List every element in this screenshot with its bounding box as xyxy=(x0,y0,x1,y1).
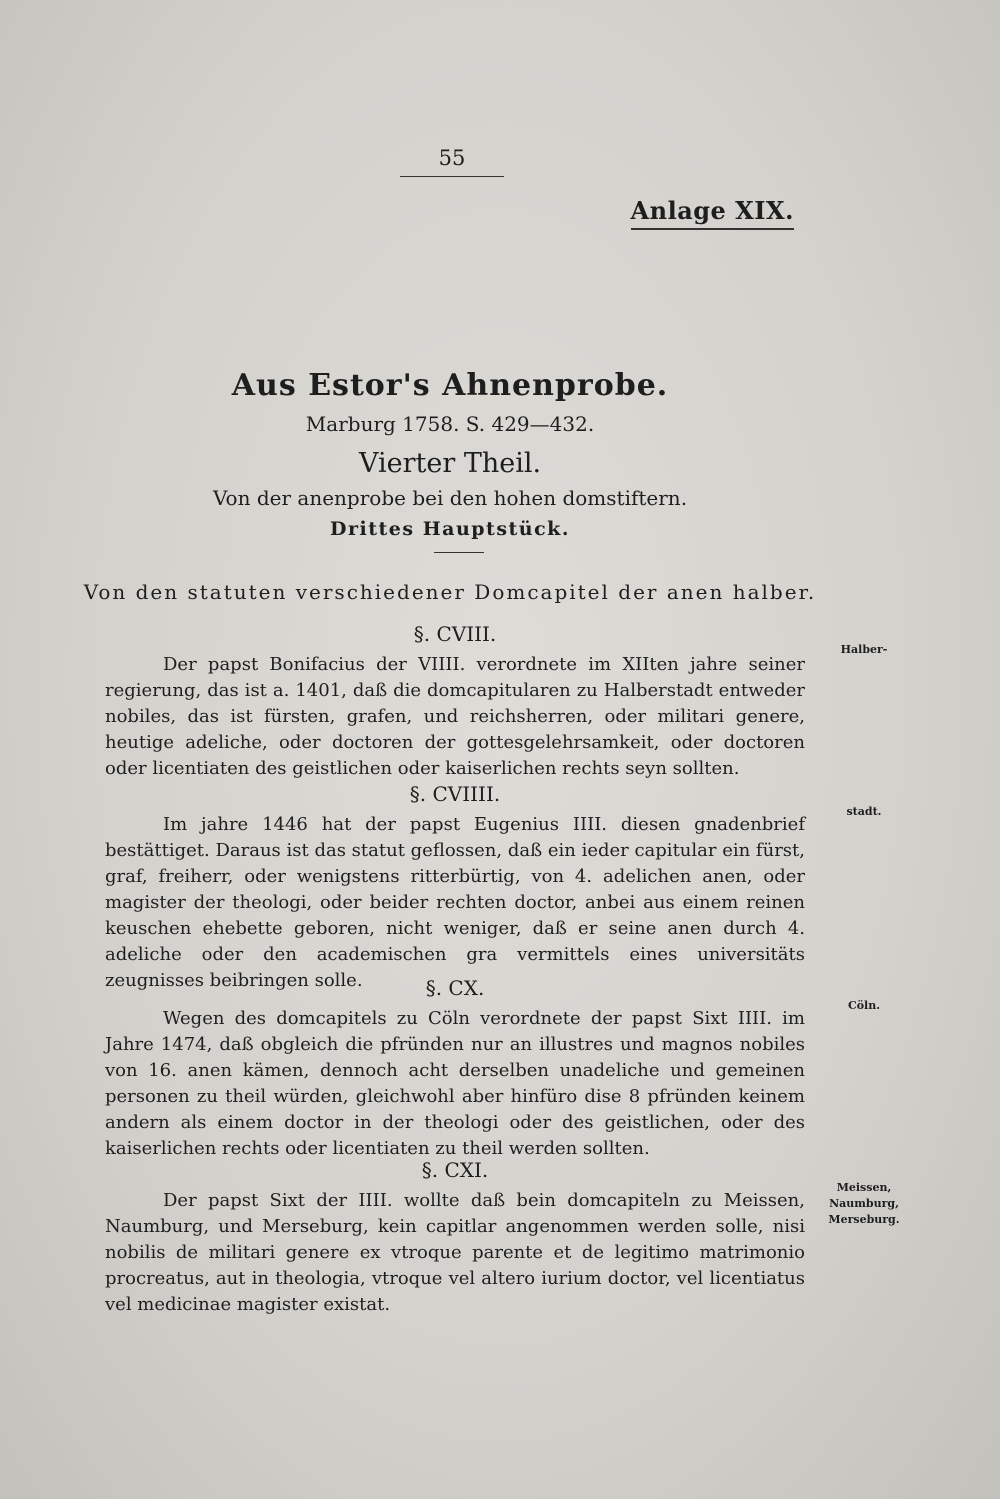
section-cxi xyxy=(105,1158,805,1318)
section-cviiii xyxy=(105,782,805,994)
margin-note-meissen: Meissen, Naumburg, Merseburg. xyxy=(828,1181,900,1226)
section-number: §. CXI. xyxy=(421,1158,489,1182)
margin-note-coeln: Cöln. xyxy=(847,999,881,1012)
section-number: §. CX. xyxy=(425,976,485,1000)
margin-note-halberstadt-2: stadt. xyxy=(846,805,882,818)
section-text: Wegen des domcapitels zu Cöln verordnete der papst Sixt IIII. im Jahre 1474, daß obgleich die pfründen nur an illustres und magnos nobiles von 16. anen kämen, dennoch acht derselben unadeliche und gemeinen personen zu theil würden, gleichwohl aber hinfüro dise 8 pfründen keinem andern als einem doctor in der theologi oder des geistlichen, oder des kaiserlichen rechts oder licentiaten zu theil werden sollten. xyxy=(105,1008,805,1159)
section-heading: Von den statuten verschiedener Domcapitel der anen halber. xyxy=(83,580,817,604)
appendix-label: Anlage XIX. xyxy=(631,196,794,230)
margin-note-halberstadt-1: Halber- xyxy=(840,643,888,656)
chapter-title: Drittes Hauptstück. xyxy=(330,518,570,540)
section-number: §. CVIII. xyxy=(413,622,497,646)
part-title: Vierter Theil. xyxy=(358,448,542,479)
section-cx xyxy=(105,976,805,1162)
source-reference: Marburg 1758. S. 429—432. xyxy=(305,412,595,436)
document-subtitle: Von der anenprobe bei den hohen domstiftern. xyxy=(212,486,688,510)
section-cviii xyxy=(105,622,805,782)
document-title: Aus Estor's Ahnenprobe. xyxy=(231,368,669,403)
page-number: 55 xyxy=(400,146,504,177)
section-text: Im jahre 1446 hat der papst Eugenius IIII. diesen gnadenbrief bestättiget. Daraus ist das statut geflossen, daß ein ieder capitular ein fürst, graf, freiherr, oder wenigstens ritterbürtig, von 4. adelichen anen, oder magister der theologi, oder beider rechten doctor, anbei aus einem reinen keuschen ehebette geboren, nicht weniger, daß er seine anen durch 4. adeliche oder den academischen gra vermittels eines universitäts zeugnisses beibringen solle. xyxy=(105,814,805,991)
section-text: Der papst Bonifacius der VIIII. verordnete im XIIten jahre seiner regierung, das ist a. 1401, daß die domcapitularen zu Halberstadt entweder nobiles, das ist fürsten, grafen, und reichsherren, oder militari genere, heutige adeliche, oder doctoren der gottesgelehrsamkeit, oder doctoren oder licentiaten des geistlichen oder kaiserlichen rechts seyn sollten. xyxy=(105,654,805,779)
section-text: Der papst Sixt der IIII. wollte daß bein domcapiteln zu Meissen, Naumburg, und Merseburg, kein capitlar angenommen werden solle, nisi nobilis de militari genere ex vtroque parente et de legitimo matrimonio procreatus, aut in theologia, vtroque vel altero iurium doctor, vel licentiatus vel medicinae magister existat. xyxy=(105,1190,805,1315)
divider xyxy=(434,552,484,553)
section-number: §. CVIIII. xyxy=(409,782,501,806)
